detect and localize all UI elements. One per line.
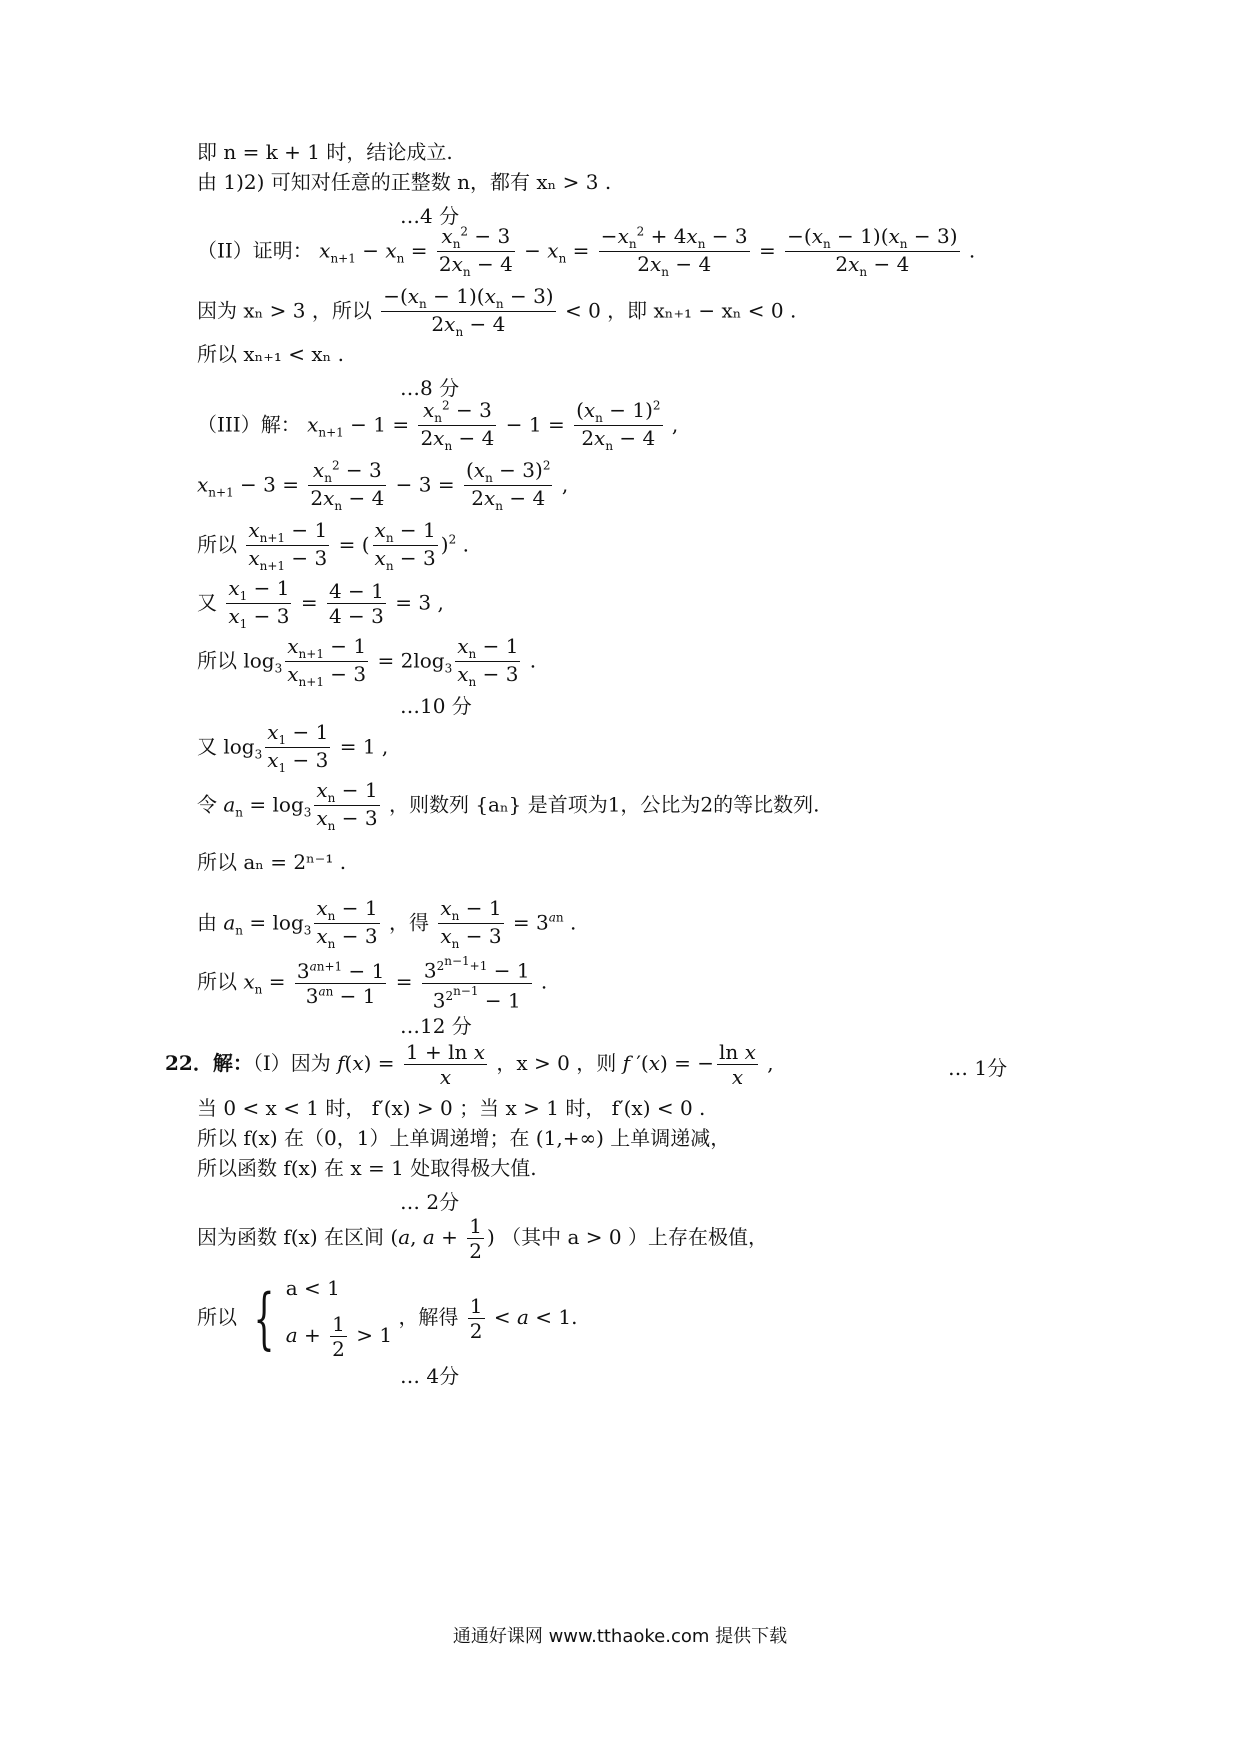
footer-watermark: 通通好课网 www.tthaoke.com 提供下载: [452, 1626, 788, 1647]
formula-line: 所以 $\log_3$ $\frac{x_{n+1} - 1}{x_{n+1} - 3}$ = $2\log_3$ $\frac{x_n - 1}{x_n - 3}$ .: [197, 634, 537, 690]
score-mark: …12 分: [400, 1014, 472, 1038]
case-line: a < 1: [285, 1276, 340, 1300]
text-line: 即 n = k + 1 时，结论成立.: [197, 140, 453, 164]
formula-line: 因为函数 f(x) 在区间 (a, a + $\frac{1}{2}$ ) （其中 a > 0 ）上存在极值，: [197, 1214, 769, 1263]
text-line: 所以函数 f(x) 在 x = 1 处取得极大值.: [197, 1156, 537, 1180]
formula-line: （III）解： $x_{n+1} - 1$ = $\frac{x_n^2 - 3}{2x_n - 4}$ − 1 = $\frac{(x_n - 1)^2}{2x_n - 4}$ ,: [197, 398, 679, 454]
score-mark: … 4分: [400, 1364, 460, 1388]
formula-line: 令 $a_n = \log_3$ $\frac{x_n - 1}{x_n - 3}$ ，则数列 {aₙ} 是首项为1，公比为2的等比数列.: [197, 778, 820, 834]
formula-line: （II）证明： $x_{n+1} - x_n$ = $\frac{x_n^2 - 3}{2x_n - 4}$ − $x_n$ = $\frac{-x_n^2 + 4x_n - 3}{2x_n - 4}$ = $\frac{-(x_n - 1)(x_n - 3)}{2x_n - 4}$ .: [197, 224, 976, 280]
formula-line: 由 $a_n = \log_3$ $\frac{x_n - 1}{x_n - 3}$ ，得 $\frac{x_n - 1}{x_n - 3}$ = $3^{an}$ .: [197, 896, 577, 952]
formula-line: 所以 $\frac{x_{n+1} - 1}{x_{n+1} - 3}$ = ( $\frac{x_n - 1}{x_n - 3}$ )$^2$ .: [197, 518, 469, 574]
score-mark: …4 分: [400, 204, 460, 228]
score-mark: … 1分: [948, 1056, 1008, 1080]
score-mark: … 2分: [400, 1190, 460, 1214]
formula-line: 22．解：（I）因为 f(x) = $\frac{\text{1 + ln x}}{x}$ ，x > 0 ，则 f ′(x) = − $\frac{\text{ln x}}{x}$ ,: [165, 1040, 774, 1089]
score-mark: …10 分: [400, 694, 472, 718]
case-line: a + $\frac{1}{2}$ > 1: [285, 1312, 393, 1361]
text-line: 当 0 < x < 1 时， f′(x) > 0 ；当 x > 1 时， f′(x) < 0 .: [197, 1096, 706, 1120]
text-line: 所以 f(x) 在（0，1）上单调递增；在 (1,+∞) 上单调递减，: [197, 1126, 731, 1150]
text-line: 所以 xₙ₊₁ < xₙ .: [197, 342, 344, 366]
text-line: 所以 aₙ = 2ⁿ⁻¹ .: [197, 850, 347, 874]
text-line: 由 1)2) 可知对任意的正整数 n，都有 xₙ > 3 .: [197, 170, 612, 194]
formula-line: 因为 xₙ > 3 ，所以 $\frac{-(x_n - 1)(x_n - 3)}{2x_n - 4}$ < 0 ，即 xₙ₊₁ − xₙ < 0 .: [197, 284, 797, 340]
formula-line: 又 $\frac{x_1 - 1}{x_1 - 3}$ = $\frac{4 - 1}{4 - 3}$ = 3 ,: [197, 576, 444, 632]
formula-line: 又 $\log_3$ $\frac{x_1 - 1}{x_1 - 3}$ = 1 ,: [197, 720, 389, 776]
formula-line: 所以 $x_n$ = $\frac{3^{an+1} - 1}{3^{an} - 1}$ = $\frac{3^{2^{n-1}+1} - 1}{3^{2^{n-1}} - 1}$ .: [197, 954, 548, 1013]
formula-line: $x_{n+1} - 3$ = $\frac{x_n^2 - 3}{2x_n - 4}$ − 3 = $\frac{(x_n - 3)^2}{2x_n - 4}$ ,: [197, 458, 569, 514]
score-mark: …8 分: [400, 376, 460, 400]
formula-line: 所以 { a < 1 a + $\frac{1}{2}$ > 1 ，解得 $\frac{1}{2}$ < a < 1.: [197, 1270, 578, 1367]
